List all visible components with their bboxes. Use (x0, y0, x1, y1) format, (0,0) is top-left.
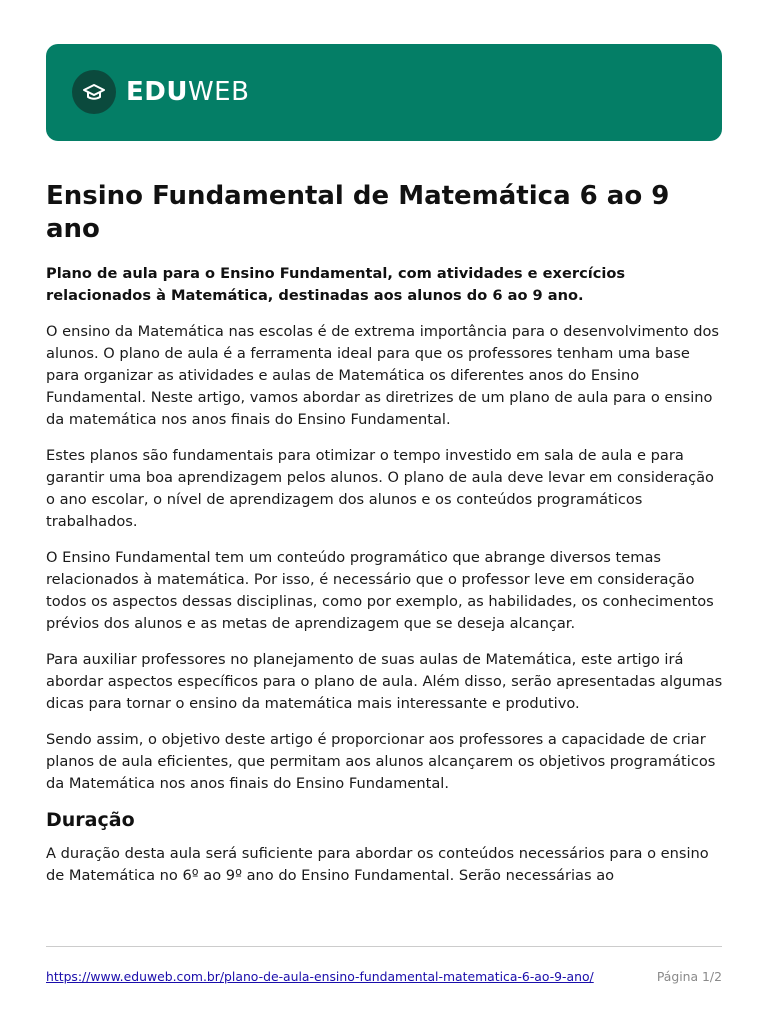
section-heading-duracao: Duração (46, 809, 135, 831)
paragraph-2: Estes planos são fundamentais para otimizar o tempo investido em sala de aula e para garantir uma boa aprendizagem pelos alunos. O plano de aula deve levar em consideração o ano escolar, o nível de aprendizagem dos alunos e os conteúdos programáticos trabalhados. (46, 447, 714, 530)
paragraph-4: Para auxiliar professores no planejamento de suas aulas de Matemática, este artigo irá abordar aspectos específicos para o plano de aula. Além disso, serão apresentadas algumas dicas para tornar o ensino da matemática mais interessante e produtivo. (46, 651, 723, 712)
site-header (46, 44, 722, 141)
article-lead: Plano de aula para o Ensino Fundamental, com atividades e exercícios relacionados à Matemática, destinadas aos alunos do 6 ao 9 ano. (46, 265, 626, 304)
footer-divider (46, 946, 722, 947)
brand-logo[interactable] (126, 75, 249, 109)
footer-url-link[interactable]: https://www.eduweb.com.br/plano-de-aula-ensino-fundamental-matematica-6-ao-9-ano/ (46, 969, 594, 984)
paragraph-1: O ensino da Matemática nas escolas é de extrema importância para o desenvolvimento dos alunos. O plano de aula é a ferramenta ideal para que os professores tenham uma base para organizar as atividades e aulas de Matemática os diferentes anos do Ensino Fundamental. Neste artigo, vamos abordar as diretrizes de um plano de aula para o ensino da matemática nos anos finais do Ensino Fundamental. (46, 323, 720, 428)
paragraph-3: O Ensino Fundamental tem um conteúdo programático que abrange diversos temas relacionados à matemática. Por isso, é necessário que o professor leve em consideração todos os aspectos dessas disciplinas, como por exemplo, as habilidades, os conhecimentos prévios dos alunos e as metas de aprendizagem que se deseja alcançar. (46, 549, 714, 632)
article-title: Ensino Fundamental de Matemática 6 ao 9 ano (46, 181, 670, 244)
brand-name-light: WEB (187, 77, 250, 107)
brand-name-bold: EDU (126, 77, 188, 107)
logo-badge (72, 70, 116, 114)
paragraph-5: Sendo assim, o objetivo deste artigo é proporcionar aos professores a capacidade de criar planos de aula eficientes, que permitam aos alunos alcançarem os objetivos programáticos da Matemática nos anos finais do Ensino Fundamental. (46, 731, 716, 792)
graduation-cap-icon (82, 81, 106, 103)
section-paragraph: A duração desta aula será suficiente para abordar os conteúdos necessários para o ensino de Matemática no 6º ao 9º ano do Ensino Fundamental. Serão necessárias ao (46, 845, 709, 884)
article-content (46, 180, 726, 887)
page-number: Página 1/2 (656, 969, 722, 984)
